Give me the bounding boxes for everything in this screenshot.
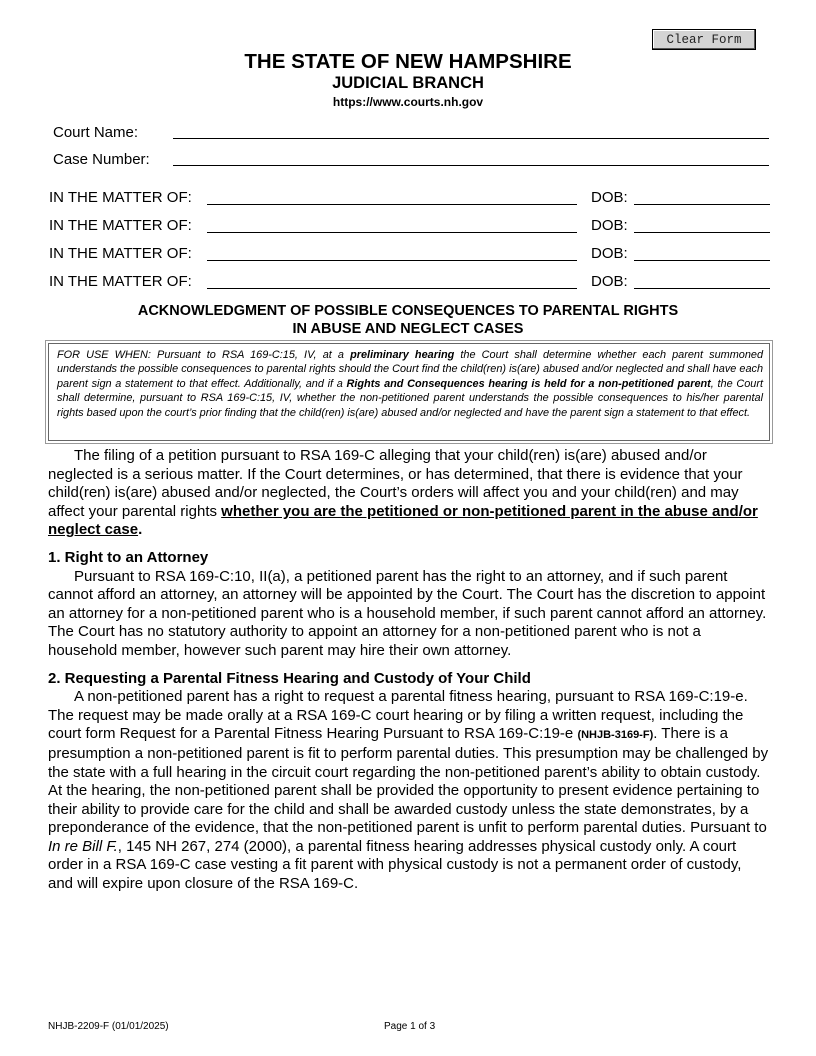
matter-label-4: IN THE MATTER OF:: [49, 273, 192, 290]
dob-label-2: DOB:: [591, 217, 628, 234]
matter-field-1[interactable]: [207, 204, 577, 205]
dob-field-2[interactable]: [634, 232, 770, 233]
dob-label-4: DOB:: [591, 273, 628, 290]
court-name-label: Court Name:: [53, 124, 139, 141]
for-use-when-text: FOR USE WHEN: Pursuant to RSA 169-C:15, IV, at a preliminary hearing the Court shall determine whether each parent summoned understands the possible consequences to parental rights should the Court find the child(ren) is(are) abused and/or neglected and shall have each parent sign a statement to that effect. Additionally, and if a Rights and Consequences hearing is held for a non-petitioned parent, the Court shall determine, pursuant to RSA 169-C:15, IV, whether the non-petitioned parent understands the possible consequences to his/her parental rights based upon the court’s prior finding that the child(ren) is(are) abused and/or neglected and have the parent sign a statement to that effect.: [57, 349, 764, 419]
dob-field-3[interactable]: [634, 260, 770, 261]
court-url: https://www.courts.nh.gov: [332, 95, 484, 109]
state-heading: THE STATE OF NEW HAMPSHIRE: [244, 50, 572, 73]
form-body: [48, 447, 770, 894]
for-use-when-box: [48, 343, 770, 441]
matter-field-2[interactable]: [207, 232, 577, 233]
matter-field-3[interactable]: [207, 260, 577, 261]
section1-paragraph: Pursuant to RSA 169-C:10, II(a), a petitioned parent has the right to an attorney, and if such parent cannot afford an attorney, an attorney will be appointed by the Court. The Court has the discretion to appoint an attorney for a non-petitioned parent who is a household member, if such parent cannot afford an attorney. The Court has no statutory authority to appoint an attorney for a non-petitioned parent who is not a household member, however such parent may hire their own attorney.: [48, 567, 767, 659]
section1-heading: 1. Right to an Attorney: [48, 548, 209, 566]
branch-heading: JUDICIAL BRANCH: [332, 74, 484, 92]
form-id: NHJB-2209-F (01/01/2025): [48, 1021, 169, 1032]
intro-paragraph: The filing of a petition pursuant to RSA 169-C alleging that your child(ren) is(are) abused and/or neglected is a serious matter. If the Court determines, or has determined, that there is evidence that your child(ren) is(are) abused and/or neglected, the Court’s orders will affect you and your child(ren) and may affect your parental rights whether you are the petitioned or non-petitioned parent in the abuse and/or neglect case.: [48, 447, 758, 539]
dob-field-1[interactable]: [634, 204, 770, 205]
case-number-field[interactable]: [173, 165, 769, 166]
dob-field-4[interactable]: [634, 288, 770, 289]
case-number-label: Case Number:: [53, 151, 150, 168]
matter-label-1: IN THE MATTER OF:: [49, 189, 192, 206]
clear-form-button[interactable]: Clear Form: [652, 29, 756, 50]
form-title-line2: IN ABUSE AND NEGLECT CASES: [292, 321, 524, 337]
dob-label-3: DOB:: [591, 245, 628, 262]
section2-heading: 2. Requesting a Parental Fitness Hearing and Custody of Your Child: [48, 669, 531, 687]
section2-paragraph: A non-petitioned parent has a right to request a parental fitness hearing, pursuant to RSA 169-C:19-e. The request may be made orally at a RSA 169-C court hearing or by filing a written request, including the court form Request for a Parental Fitness Hearing Pursuant to RSA 169-C:19-e (NHJB-3169-F). There is a presumption a non-petitioned parent is fit to perform parental duties. This presumption may be challenged by the state with a full hearing in the circuit court regarding the non-petitioned parent’s ability to obtain custody. At the hearing, the non-petitioned parent shall be provided the opportunity to present evidence pertaining to their ability to provide care for the child and shall be awarded custody unless the state demonstrates, by a preponderance of the evidence, that the non-petitioned parent is unfit to perform parental duties. Pursuant to In re Bill F., 145 NH 267, 274 (2000), a parental fitness hearing addresses physical custody only. A court order in a RSA 169-C case vesting a fit parent with physical custody is not a permanent order of custody, and will expire upon closure of the RSA 169-C.: [48, 688, 769, 893]
matter-label-2: IN THE MATTER OF:: [49, 217, 192, 234]
form-title-line1: ACKNOWLEDGMENT OF POSSIBLE CONSEQUENCES TO PARENTAL RIGHTS: [137, 303, 679, 319]
dob-label-1: DOB:: [591, 189, 628, 206]
matter-label-3: IN THE MATTER OF:: [49, 245, 192, 262]
court-name-field[interactable]: [173, 138, 769, 139]
matter-field-4[interactable]: [207, 288, 577, 289]
page-number: Page 1 of 3: [384, 1021, 436, 1032]
